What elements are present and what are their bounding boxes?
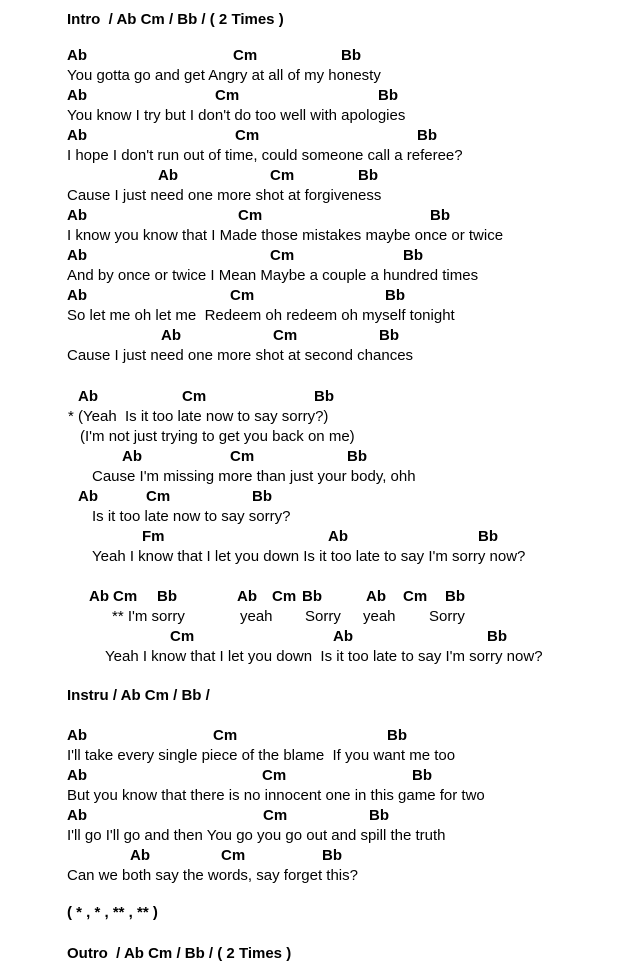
chord-label: Ab	[89, 588, 109, 605]
section-heading: ( * , * , ** , ** )	[67, 904, 158, 921]
lyric-text: But you know that there is no innocent one in this game for two	[67, 787, 485, 804]
chord-label: Bb	[378, 87, 398, 104]
chord-label: Bb	[157, 588, 177, 605]
chord-label: Ab	[67, 247, 87, 264]
chord-label: Ab	[78, 488, 98, 505]
section-heading: Outro / Ab Cm / Bb / ( 2 Times )	[67, 945, 292, 962]
chord-label: Cm	[270, 247, 295, 264]
chord-label: Cm	[230, 287, 255, 304]
chord-label: Ab	[158, 167, 178, 184]
lyric-text: I know you know that I Made those mistakes maybe once or twice	[67, 227, 504, 244]
chord-label: Cm	[233, 47, 258, 64]
chord-label: Ab	[122, 448, 142, 465]
chord-label: Bb	[358, 167, 378, 184]
lyric-text: (I'm not just trying to get you back on me)	[80, 428, 355, 445]
chord-label: Ab	[161, 327, 181, 344]
chord-label: Ab	[67, 47, 87, 64]
lyric-text: Yeah I know that I let you down Is it too late to say I'm sorry now?	[92, 548, 526, 565]
chord-label: Ab	[333, 628, 353, 645]
chord-label: Bb	[478, 528, 498, 545]
lyric-text: I hope I don't run out of time, could someone call a referee?	[67, 147, 463, 164]
chord-label: Ab	[67, 807, 87, 824]
chord-label: Ab	[78, 388, 98, 405]
lyric-text: Sorry	[305, 608, 341, 625]
chord-label: Bb	[379, 327, 399, 344]
chord-label: Cm	[221, 847, 246, 864]
chord-label: Bb	[322, 847, 342, 864]
chord-label: Bb	[387, 727, 407, 744]
lyric-text: You know I try but I don't do too well with apologies	[67, 107, 406, 124]
lyric-text: I'll go I'll go and then You go you go out and spill the truth	[67, 827, 446, 844]
chord-label: Cm	[238, 207, 263, 224]
chord-label: Bb	[369, 807, 389, 824]
chord-label: Bb	[445, 588, 465, 605]
chord-label: Cm	[235, 127, 260, 144]
chord-label: Ab	[328, 528, 348, 545]
chord-label: Ab	[67, 767, 87, 784]
chord-label: Bb	[385, 287, 405, 304]
lyric-text: And by once or twice I Mean Maybe a couple a hundred times	[67, 267, 479, 284]
chord-label: Bb	[252, 488, 272, 505]
chord-label: Cm	[273, 327, 298, 344]
chord-label: Cm	[170, 628, 195, 645]
chord-label: Ab	[366, 588, 386, 605]
chord-label: Bb	[302, 588, 322, 605]
lyric-text: Sorry	[429, 608, 465, 625]
chord-label: Cm	[272, 588, 297, 605]
lyric-text: yeah	[363, 608, 396, 625]
chord-label: Bb	[403, 247, 423, 264]
chord-label: Cm	[230, 448, 255, 465]
chord-label: Ab	[67, 207, 87, 224]
chord-label: Cm	[262, 767, 287, 784]
lyric-text: You gotta go and get Angry at all of my honesty	[67, 67, 381, 84]
lyric-text: So let me oh let me Redeem oh redeem oh myself tonight	[67, 307, 455, 324]
chord-label: Cm	[213, 727, 238, 744]
lyric-text: I'll take every single piece of the blame If you want me too	[67, 747, 456, 764]
chord-label: Cm	[182, 388, 207, 405]
lyric-text: Cause I'm missing more than just your body, ohh	[92, 468, 416, 485]
chord-label: Bb	[430, 207, 450, 224]
chord-label: Ab	[67, 127, 87, 144]
lyric-text: * (Yeah Is it too late now to say sorry?)	[68, 408, 329, 425]
chord-label: Bb	[487, 628, 507, 645]
section-heading: Instru / Ab Cm / Bb /	[67, 687, 210, 704]
lyric-text: Cause I just need one more shot at forgiveness	[67, 187, 382, 204]
lyric-text: Cause I just need one more shot at second chances	[67, 347, 414, 364]
chord-label: Cm	[215, 87, 240, 104]
chord-label: Cm	[146, 488, 171, 505]
lyric-text: yeah	[240, 608, 273, 625]
lyric-text: ** I'm sorry	[112, 608, 185, 625]
chord-label: Ab	[67, 727, 87, 744]
chord-label: Bb	[417, 127, 437, 144]
chord-label: Cm	[113, 588, 138, 605]
chord-label: Ab	[237, 588, 257, 605]
chord-label: Bb	[341, 47, 361, 64]
chord-label: Ab	[130, 847, 150, 864]
lyric-text: Yeah I know that I let you down Is it too late to say I'm sorry now?	[105, 648, 543, 665]
chord-label: Ab	[67, 87, 87, 104]
chord-label: Cm	[403, 588, 428, 605]
chord-label: Ab	[67, 287, 87, 304]
chord-label: Bb	[412, 767, 432, 784]
chord-label: Fm	[142, 528, 165, 545]
section-heading: Intro / Ab Cm / Bb / ( 2 Times )	[67, 11, 284, 28]
chord-label: Bb	[347, 448, 367, 465]
chord-label: Cm	[270, 167, 295, 184]
chord-label: Bb	[314, 388, 334, 405]
lyric-text: Can we both say the words, say forget this?	[67, 867, 358, 884]
chord-label: Cm	[263, 807, 288, 824]
lyric-text: Is it too late now to say sorry?	[92, 508, 291, 525]
